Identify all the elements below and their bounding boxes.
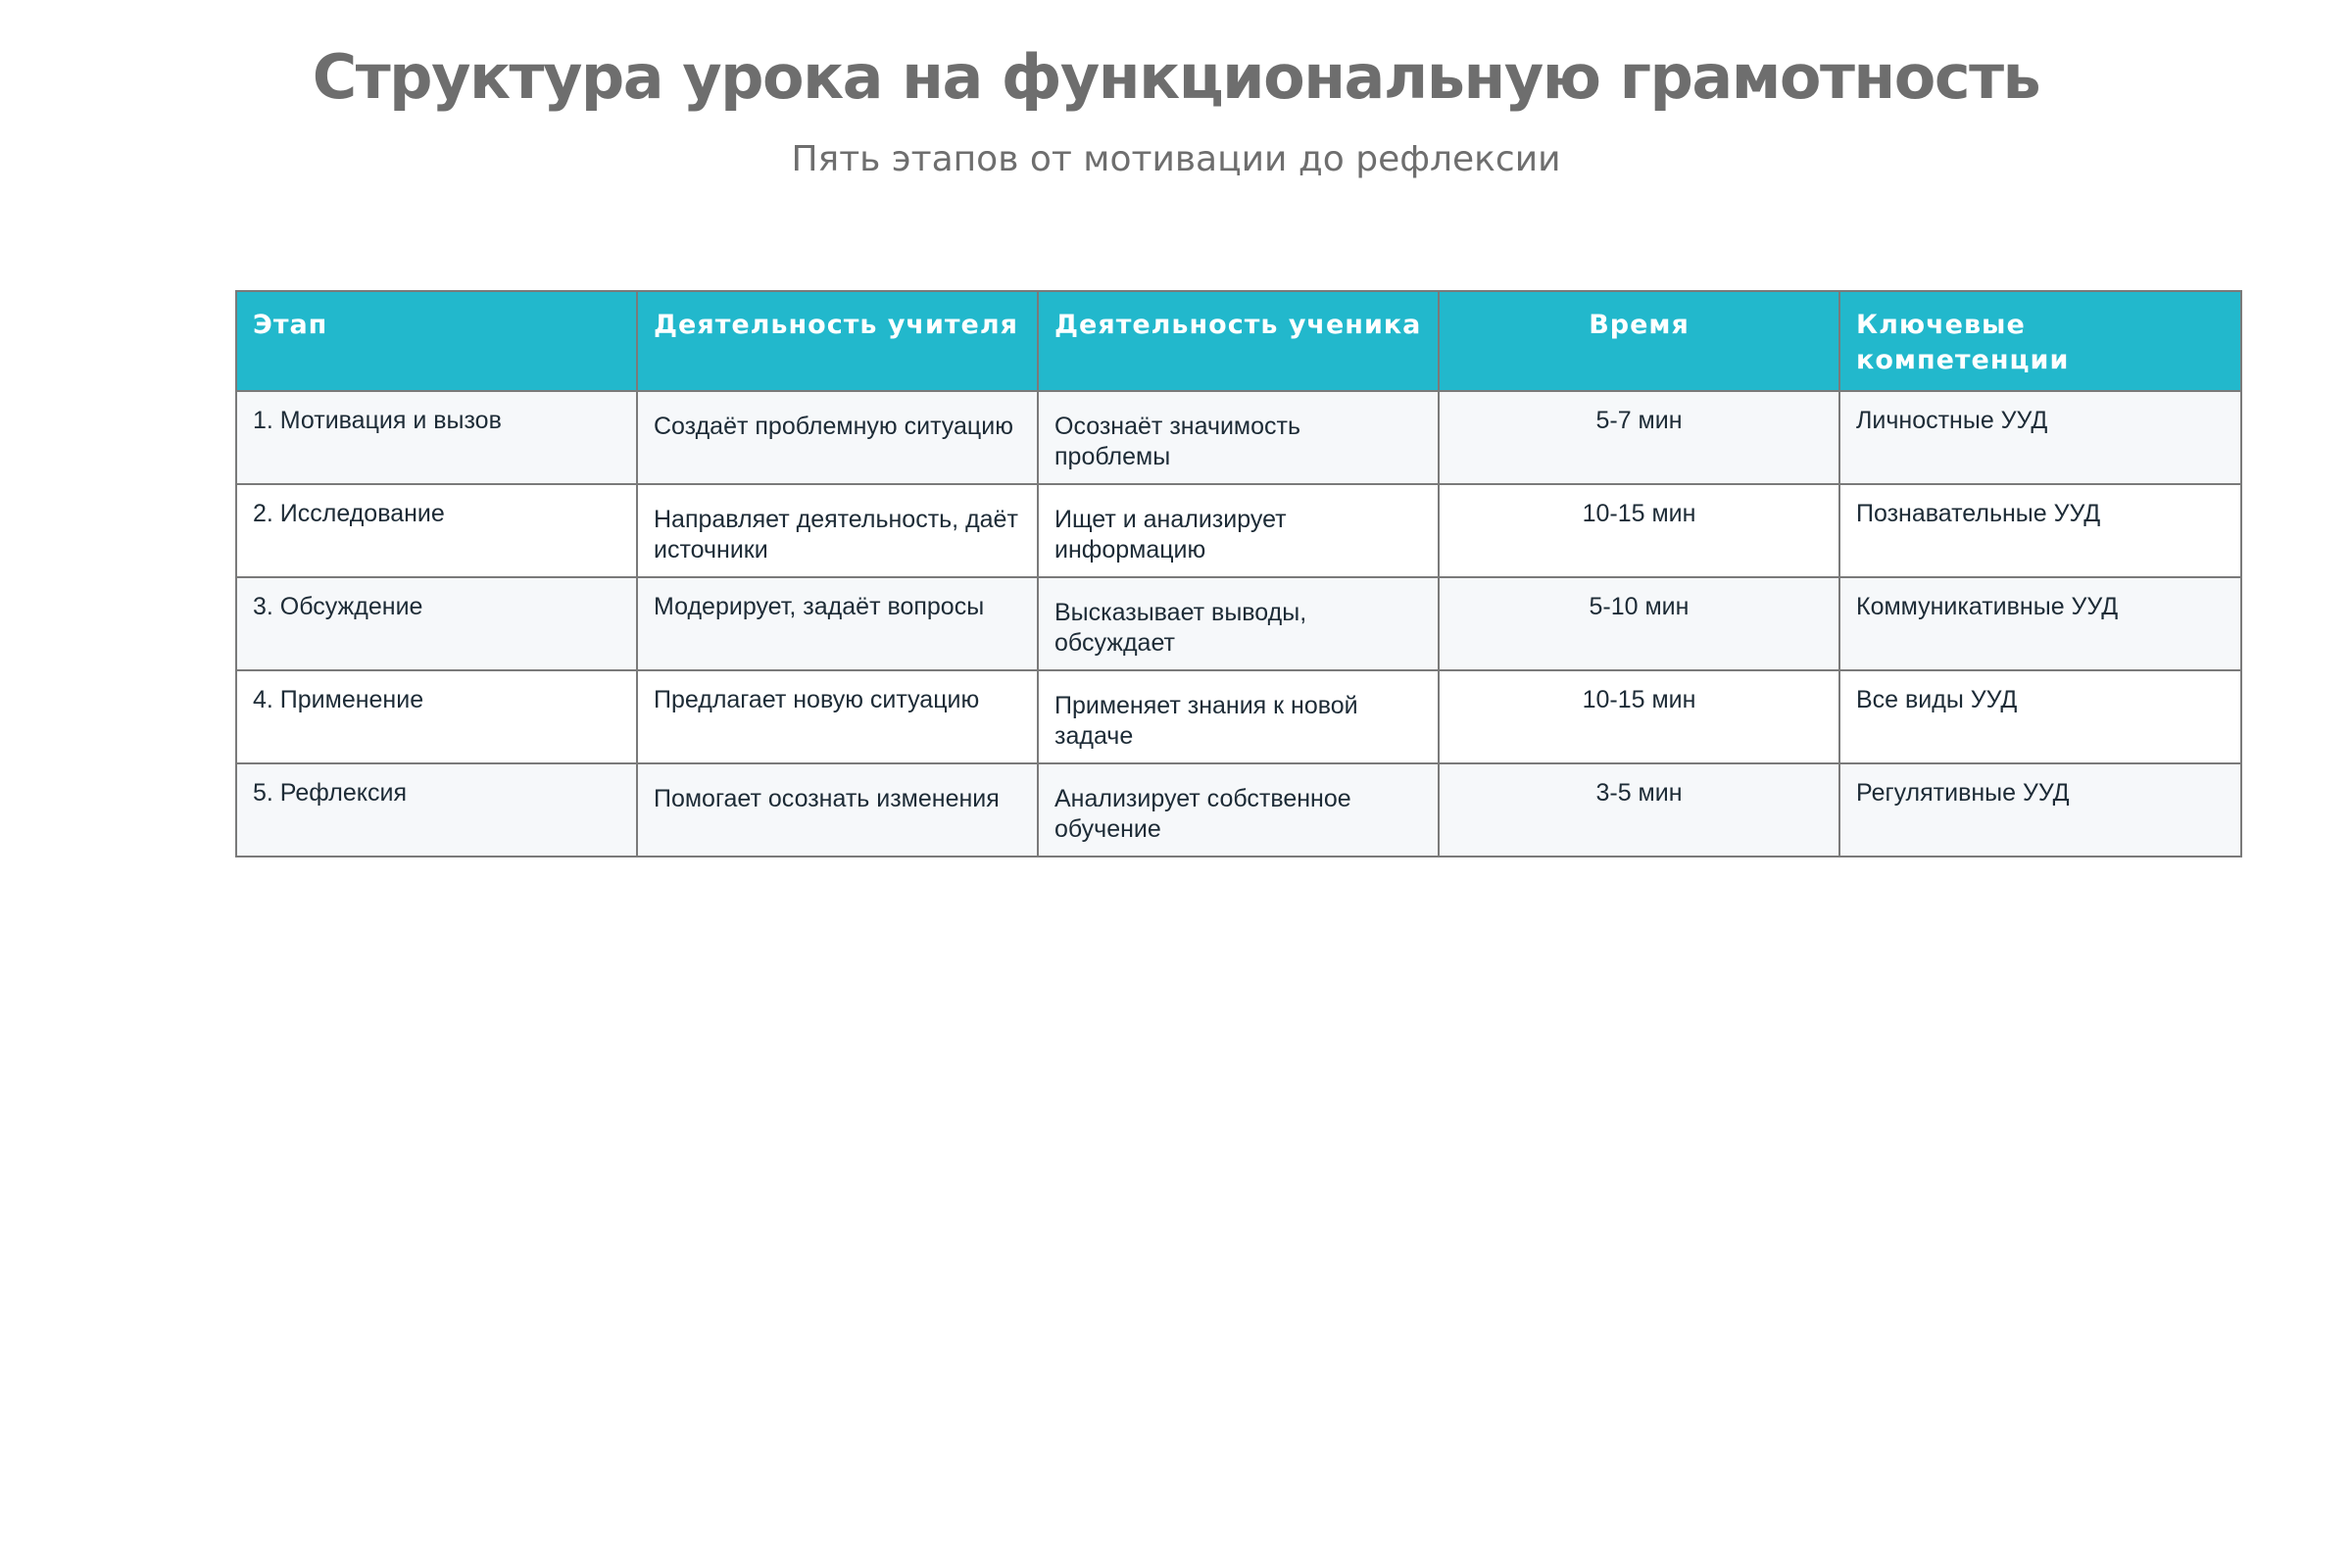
cell-time: 10-15 мин xyxy=(1439,670,1839,763)
cell-teacher-activity: Предлагает новую ситуацию xyxy=(637,670,1038,763)
cell-time: 3-5 мин xyxy=(1439,763,1839,857)
cell-time: 10-15 мин xyxy=(1439,484,1839,577)
cell-time: 5-7 мин xyxy=(1439,391,1839,484)
table-row xyxy=(236,391,2241,484)
table-row xyxy=(236,577,2241,670)
cell-stage: 2. Исследование xyxy=(236,484,637,577)
cell-key-competencies: Все виды УУД xyxy=(1839,670,2241,763)
table-row xyxy=(236,484,2241,577)
table-header-row xyxy=(236,291,2241,391)
page-subtitle: Пять этапов от мотивации до рефлексии xyxy=(791,139,1561,179)
cell-key-competencies: Регулятивные УУД xyxy=(1839,763,2241,857)
header-student-activity: Деятельность ученика xyxy=(1038,291,1439,391)
header-time: Время xyxy=(1439,291,1839,391)
cell-teacher-activity: Помогает осознать изменения xyxy=(637,763,1038,857)
header-stage: Этап xyxy=(236,291,637,391)
header-key-competencies: Ключевые компетенции xyxy=(1839,291,2241,391)
cell-key-competencies: Личностные УУД xyxy=(1839,391,2241,484)
cell-teacher-activity: Создаёт проблемную ситуацию xyxy=(637,391,1038,484)
cell-stage: 3. Обсуждение xyxy=(236,577,637,670)
lesson-structure-table xyxy=(235,290,2242,858)
cell-stage: 4. Применение xyxy=(236,670,637,763)
cell-teacher-activity: Направляет деятельность, даёт источники xyxy=(637,484,1038,577)
cell-student-activity: Ищет и анализирует информацию xyxy=(1038,484,1439,577)
cell-student-activity: Осознаёт значимость проблемы xyxy=(1038,391,1439,484)
cell-student-activity: Высказывает выводы, обсуждает xyxy=(1038,577,1439,670)
cell-time: 5-10 мин xyxy=(1439,577,1839,670)
cell-teacher-activity: Модерирует, задаёт вопросы xyxy=(637,577,1038,670)
page-title: Структура урока на функциональную грамотность xyxy=(312,41,2040,113)
cell-stage: 5. Рефлексия xyxy=(236,763,637,857)
table-row xyxy=(236,670,2241,763)
cell-student-activity: Применяет знания к новой задаче xyxy=(1038,670,1439,763)
cell-stage: 1. Мотивация и вызов xyxy=(236,391,637,484)
cell-student-activity: Анализирует собственное обучение xyxy=(1038,763,1439,857)
table-row xyxy=(236,763,2241,857)
cell-key-competencies: Познавательные УУД xyxy=(1839,484,2241,577)
header-teacher-activity: Деятельность учителя xyxy=(637,291,1038,391)
cell-key-competencies: Коммуникативные УУД xyxy=(1839,577,2241,670)
